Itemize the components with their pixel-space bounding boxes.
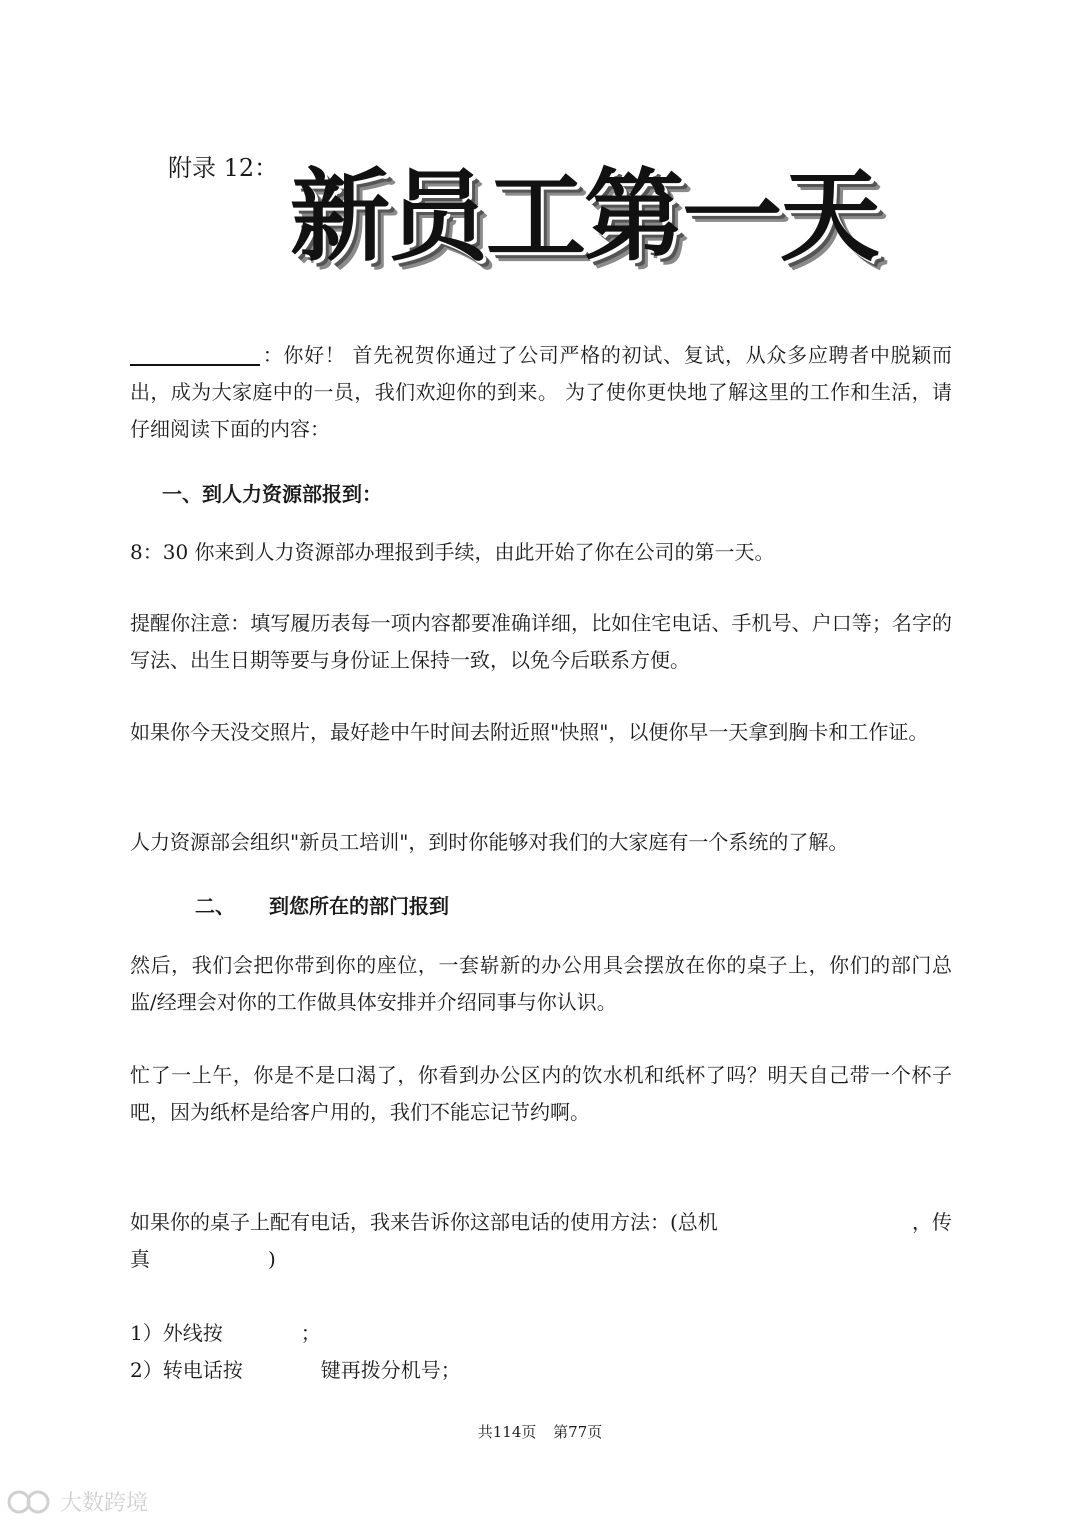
phone-line-2 — [130, 1241, 952, 1278]
section2-heading — [195, 890, 449, 919]
phone-item-2-label: 2）转电话按 — [130, 1358, 243, 1382]
section2-paragraph-1: 然后，我们会把你带到你的座位，一套崭新的办公用具会摆放在你的桌子上，你们的部门总监/经理会对你的工作做具体安排并介绍同事与你认识。 — [130, 953, 952, 1014]
footer-page-number: 第77页 — [553, 1423, 603, 1441]
phone-item-1-end: ； — [300, 1321, 321, 1345]
phone-paragraph — [130, 1204, 952, 1278]
name-blank-line — [130, 342, 260, 366]
phone-item-1-label: 1）外线按 — [130, 1321, 223, 1345]
phone-text-close: ) — [268, 1247, 276, 1271]
section2-heading-number: 二、 — [195, 894, 235, 918]
phone-text-main: 如果你的桌子上配有电话，我来告诉你这部电话的使用方法：(总机 — [130, 1210, 718, 1234]
intro-text: ：你好！ 首先祝贺你通过了公司严格的初试、复试，从众多应聘者中脱颖而出，成为大家庭中的一员，我们欢迎你的到来。 为了使你更快地了解这里的工作和生活，请仔细阅读下面的内容： — [130, 343, 952, 441]
section1-paragraph-4: 人力资源部会组织"新员工培训"，到时你能够对我们的大家庭有一个系统的了解。 — [130, 830, 849, 854]
phone-item-2-end: 键再拨分机号； — [320, 1358, 461, 1382]
footer-total-pages: 共114页 — [477, 1423, 537, 1441]
section2-paragraph-2: 忙了一上午，你是不是口渴了，你看到办公区内的饮水机和纸杯了吗？明天自己带一个杯子吧，因为纸杯是给客户用的，我们不能忘记节约啊。 — [130, 1063, 952, 1124]
section2-heading-text: 到您所在的部门报到 — [269, 894, 449, 918]
watermark-text: 大数跨境 — [60, 1491, 149, 1516]
phone-text-fax: 真 — [130, 1247, 150, 1271]
phone-item-2 — [130, 1352, 952, 1389]
phone-item-1 — [130, 1315, 952, 1352]
watermark-logo-icon — [6, 1489, 54, 1515]
phone-text-fax-comma: ，传 — [912, 1210, 952, 1234]
appendix-label: 附录 12： — [168, 154, 279, 182]
intro-paragraph — [130, 337, 952, 448]
section1-paragraph-3: 如果你今天没交照片，最好趁中午时间去附近照"快照"，以便你早一天拿到胸卡和工作证。 — [130, 720, 929, 744]
page-title: 新员工第一天 — [290, 157, 878, 275]
section1-heading: 一、到人力资源部报到： — [162, 482, 382, 506]
phone-line-1 — [130, 1204, 952, 1241]
page-footer — [0, 1421, 1080, 1442]
section1-paragraph-2: 提醒你注意：填写履历表每一项内容都要准确详细，比如住宅电话、手机号、户口等；名字的写法、出生日期等要与身份证上保持一致，以免今后联系方便。 — [130, 611, 952, 672]
section1-paragraph-1: 8：30 你来到人力资源部办理报到手续，由此开始了你在公司的第一天。 — [130, 540, 775, 564]
watermark — [6, 1486, 148, 1517]
